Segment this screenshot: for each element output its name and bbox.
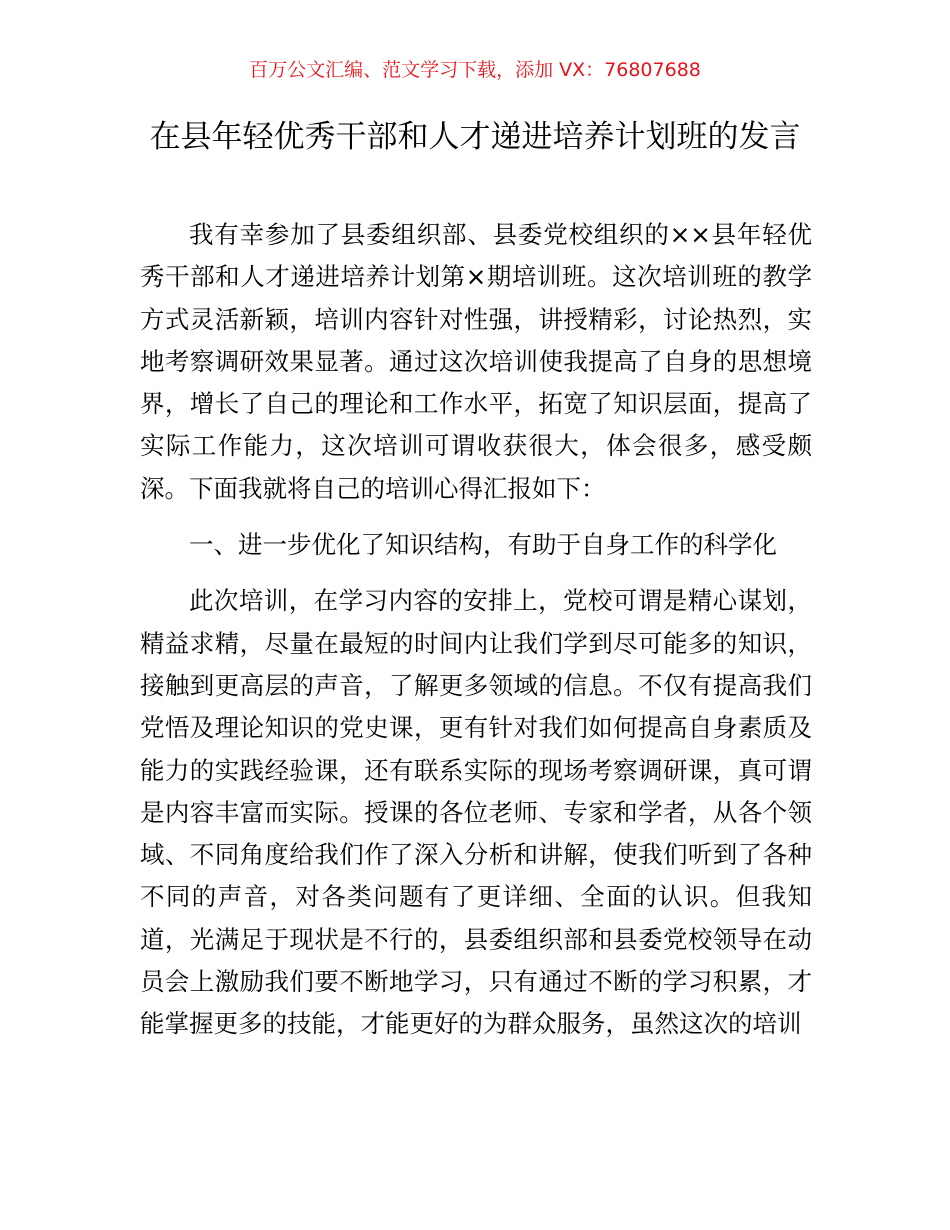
paragraph-section-1: 此次培训，在学习内容的安排上，党校可谓是精心谋划，精益求精，尽量在最短的时间内让我们学到尽可能多的知识，接触到更高层的声音，了解更多领域的信息。不仅有提高我们党悟及理论知识的党史课，更有针对我们如何提高自身素质及能力的实践经验课，还有联系实际的现场考察调研课，真可谓是内容丰富而实际。授课的各位老师、专家和学者，从各个领域、不同角度给我们作了深入分析和讲解，使我们听到了各种不同的声音，对各类问题有了更详细、全面的认识。但我知道，光满足于现状是不行的，县委组织部和县委党校领导在动员会上激励我们要不断地学习，只有通过不断的学习积累，才能掌握更多的技能，才能更好的为群众服务，虽然这次的培训 (140, 586, 812, 1039)
document-body (140, 214, 812, 1060)
document-title: 在县年轻优秀干部和人才递进培养计划班的发言 (149, 119, 801, 155)
section-heading-1: 一、进一步优化了知识结构，有助于自身工作的科学化 (189, 530, 777, 560)
paragraph-intro: 我有幸参加了县委组织部、县委党校组织的××县年轻优秀干部和人才递进培养计划第×期培训班。这次培训班的教学方式灵活新颖，培训内容针对性强，讲授精彩，讨论热烈，实地考察调研效果显著。通过这次培训使我提高了自身的思想境界，增长了自己的理论和工作水平，拓宽了知识层面，提高了实际工作能力，这次培训可谓收获很大，体会很多，感受颇深。下面我就将自己的培训心得汇报如下： (140, 220, 812, 503)
promo-header: 百万公文汇编、范文学习下载，添加 VX：76807688 (249, 59, 701, 81)
